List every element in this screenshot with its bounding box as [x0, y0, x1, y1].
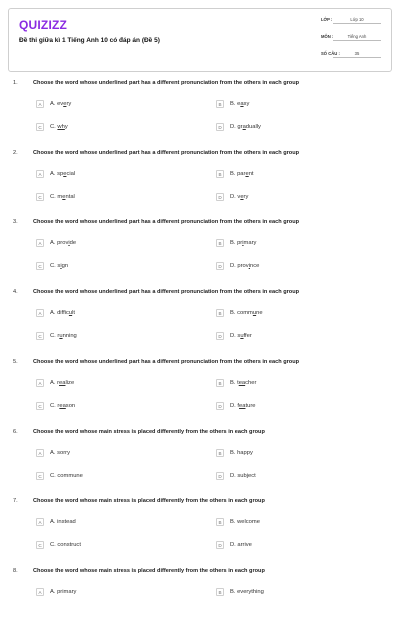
option-text — [230, 171, 254, 177]
question-block — [0, 150, 400, 220]
option-text-part: B. pr — [230, 240, 243, 247]
option-text-part: B. everything — [230, 588, 264, 595]
option-letter-box: A — [36, 170, 44, 178]
option-text-part: D. prov — [230, 263, 249, 270]
option-text — [230, 450, 253, 456]
option-text — [230, 263, 259, 269]
underlined-part: u — [68, 310, 73, 317]
question-number: 4. — [13, 289, 18, 296]
option-text-part: mary — [243, 240, 257, 247]
option-text-part: C. construct — [50, 542, 81, 549]
option-text — [50, 333, 77, 339]
question-number: 5. — [13, 358, 18, 365]
option-letter-box: B — [216, 518, 224, 526]
option-text-part: D. v — [230, 193, 241, 200]
option-letter-box: A — [36, 588, 44, 596]
option-text — [50, 124, 68, 130]
option-text — [230, 380, 256, 386]
option-letter-box: A — [36, 100, 44, 108]
option-text-part: lt — [72, 310, 76, 317]
option-text-part: nt — [248, 170, 254, 177]
option-text — [230, 310, 263, 316]
option-text — [50, 263, 68, 269]
underlined-part: e — [63, 170, 67, 177]
underlined-part: e — [63, 101, 67, 107]
option-text — [50, 450, 70, 456]
option-letter-box: D — [216, 472, 224, 480]
underlined-part: ea — [238, 379, 246, 386]
option-letter-box: B — [216, 449, 224, 457]
question-number: 8. — [13, 567, 18, 574]
underlined-part: u — [252, 310, 257, 317]
option-text-part: B. comm — [230, 310, 253, 317]
option-text-part: C. r — [50, 402, 60, 409]
option-text — [50, 380, 74, 386]
option-text-part: D. subject — [230, 472, 256, 479]
meta-row-subject — [321, 31, 389, 46]
option-text — [50, 473, 83, 479]
option-text — [50, 403, 75, 409]
question-prompt: Choose the word whose underlined part has a different pronunciation from the others in each group — [33, 358, 300, 365]
option-text-part: nce — [249, 263, 260, 270]
option-text-part: ne — [256, 310, 263, 317]
meta-key: MÔN : — [321, 34, 334, 39]
option-text — [50, 519, 76, 525]
option-text-part: cial — [66, 170, 76, 177]
option-text-part: A. r — [50, 379, 60, 386]
option-letter-box: A — [36, 239, 44, 247]
option-text-part: ry — [66, 101, 72, 107]
worksheet-header — [8, 8, 392, 72]
option-text — [50, 310, 75, 316]
option-text-part: A. sp — [50, 170, 64, 177]
option-text-part: lize — [65, 379, 75, 386]
option-text-part: A. primary — [50, 588, 77, 595]
underlined-part: e — [62, 193, 66, 200]
underlined-part: i — [242, 240, 244, 247]
option-letter-box: B — [216, 100, 224, 108]
question-block — [0, 429, 400, 499]
meta-value: Tiếng Anh — [333, 34, 381, 41]
underlined-part: i — [68, 240, 70, 247]
option-text-part: A. prov — [50, 240, 69, 247]
option-text-part: dually — [245, 124, 261, 130]
question-block — [0, 498, 400, 568]
option-text-part: ntal — [65, 193, 75, 200]
underlined-part: ea — [239, 402, 246, 409]
option-text-part: cher — [245, 379, 257, 386]
option-text-part: C. — [50, 124, 58, 130]
underlined-part: u — [240, 333, 244, 340]
option-letter-box: C — [36, 193, 44, 201]
option-text — [230, 542, 252, 548]
underlined-part: i — [60, 263, 62, 270]
underlined-part: a — [242, 124, 246, 130]
meta-row-class — [321, 14, 389, 29]
option-letter-box: B — [216, 309, 224, 317]
option-text-part: A. diffic — [50, 310, 69, 317]
option-letter-box: D — [216, 541, 224, 549]
option-text-part: B. happy — [230, 449, 253, 456]
option-text — [50, 542, 81, 548]
question-block — [0, 219, 400, 289]
option-text-part: ffer — [243, 333, 252, 340]
option-letter-box: C — [36, 123, 44, 131]
option-text-part: D. s — [230, 333, 241, 340]
option-text-part: A. instead — [50, 519, 76, 526]
option-letter-box: C — [36, 541, 44, 549]
option-text-part: B. t — [230, 379, 239, 386]
option-letter-box: A — [36, 379, 44, 387]
option-text — [230, 194, 248, 200]
meta-key: LỚP : — [321, 17, 333, 22]
option-letter-box: A — [36, 309, 44, 317]
underlined-part: u — [59, 333, 63, 340]
option-text-part: D. arrive — [230, 542, 252, 549]
question-prompt: Choose the word whose underlined part has a different pronunciation from the others in each group — [33, 149, 300, 156]
option-text-part: D. gr — [230, 124, 243, 130]
option-text-part: y — [64, 124, 68, 130]
question-prompt: Choose the word whose main stress is placed differently from the others in each group — [33, 498, 265, 505]
option-text-part: A. sorry — [50, 449, 70, 456]
question-block — [0, 568, 400, 638]
option-text — [230, 519, 260, 525]
question-prompt: Choose the word whose underlined part has a different pronunciation from the others in each group — [33, 289, 300, 296]
option-text — [230, 101, 249, 107]
option-text-part: nning — [62, 333, 77, 340]
question-number: 6. — [13, 428, 18, 435]
option-text-part: gn — [61, 263, 69, 270]
underlined-part: i — [248, 263, 250, 270]
option-text-part: C. commune — [50, 472, 83, 479]
option-text — [230, 124, 261, 130]
option-text — [230, 473, 256, 479]
underlined-part: a — [240, 101, 244, 107]
question-block — [0, 289, 400, 359]
option-text-part: A. ev — [50, 101, 64, 107]
option-text-part: D. f — [230, 402, 240, 409]
option-letter-box: C — [36, 332, 44, 340]
meta-value: 35 — [333, 51, 381, 58]
option-text-part: B. par — [230, 170, 246, 177]
option-letter-box: B — [216, 379, 224, 387]
question-block — [0, 359, 400, 429]
option-text-part: C. m — [50, 193, 63, 200]
option-letter-box: C — [36, 472, 44, 480]
question-prompt: Choose the word whose underlined part has a different pronunciation from the others in each group — [33, 219, 300, 226]
question-prompt: Choose the word whose main stress is placed differently from the others in each group — [33, 567, 265, 574]
option-text-part: son — [65, 402, 76, 409]
underlined-part: ea — [59, 379, 66, 386]
option-text-part: sy — [243, 101, 250, 107]
option-letter-box: C — [36, 262, 44, 270]
option-text-part: B. welcome — [230, 519, 260, 526]
option-letter-box: D — [216, 262, 224, 270]
option-letter-box: B — [216, 588, 224, 596]
option-letter-box: D — [216, 193, 224, 201]
meta-value: Lớp 10 — [333, 17, 381, 24]
question-prompt: Choose the word whose main stress is placed differently from the others in each group — [33, 428, 265, 435]
option-text-part: C. r — [50, 333, 60, 340]
option-text — [50, 240, 76, 246]
underlined-part: ea — [59, 402, 66, 409]
option-text — [230, 589, 264, 595]
option-text-part: de — [69, 240, 77, 247]
underlined-part: e — [240, 193, 244, 200]
option-letter-box: D — [216, 402, 224, 410]
question-number: 3. — [13, 219, 18, 226]
option-text-part: ture — [245, 402, 256, 409]
option-text-part: B. e — [230, 101, 241, 107]
underlined-part: e — [245, 170, 249, 177]
question-number: 2. — [13, 149, 18, 156]
option-text — [50, 101, 71, 107]
question-number: 1. — [13, 80, 18, 86]
option-letter-box: D — [216, 332, 224, 340]
option-text-part: C. s — [50, 263, 61, 270]
quizizz-logo: QUIZIZZ — [19, 18, 68, 32]
underlined-part: wh — [57, 124, 65, 130]
question-number: 7. — [13, 498, 18, 505]
document-title: Đề thi giữa kì 1 Tiếng Anh 10 có đáp án (Đề 5) — [19, 37, 160, 44]
option-text-part: ry — [243, 193, 249, 200]
meta-row-count — [321, 48, 389, 63]
option-text — [50, 194, 75, 200]
option-letter-box: D — [216, 123, 224, 131]
option-text — [230, 240, 256, 246]
question-prompt: Choose the word whose underlined part has a different pronunciation from the others in each group — [33, 80, 300, 86]
question-block — [0, 80, 400, 150]
option-letter-box: C — [36, 402, 44, 410]
option-letter-box: B — [216, 239, 224, 247]
option-text — [230, 403, 255, 409]
option-text — [230, 333, 252, 339]
option-letter-box: A — [36, 449, 44, 457]
option-letter-box: A — [36, 518, 44, 526]
option-letter-box: B — [216, 170, 224, 178]
option-text — [50, 171, 75, 177]
option-text — [50, 589, 76, 595]
meta-key: SỐ CÂU : — [321, 51, 340, 56]
